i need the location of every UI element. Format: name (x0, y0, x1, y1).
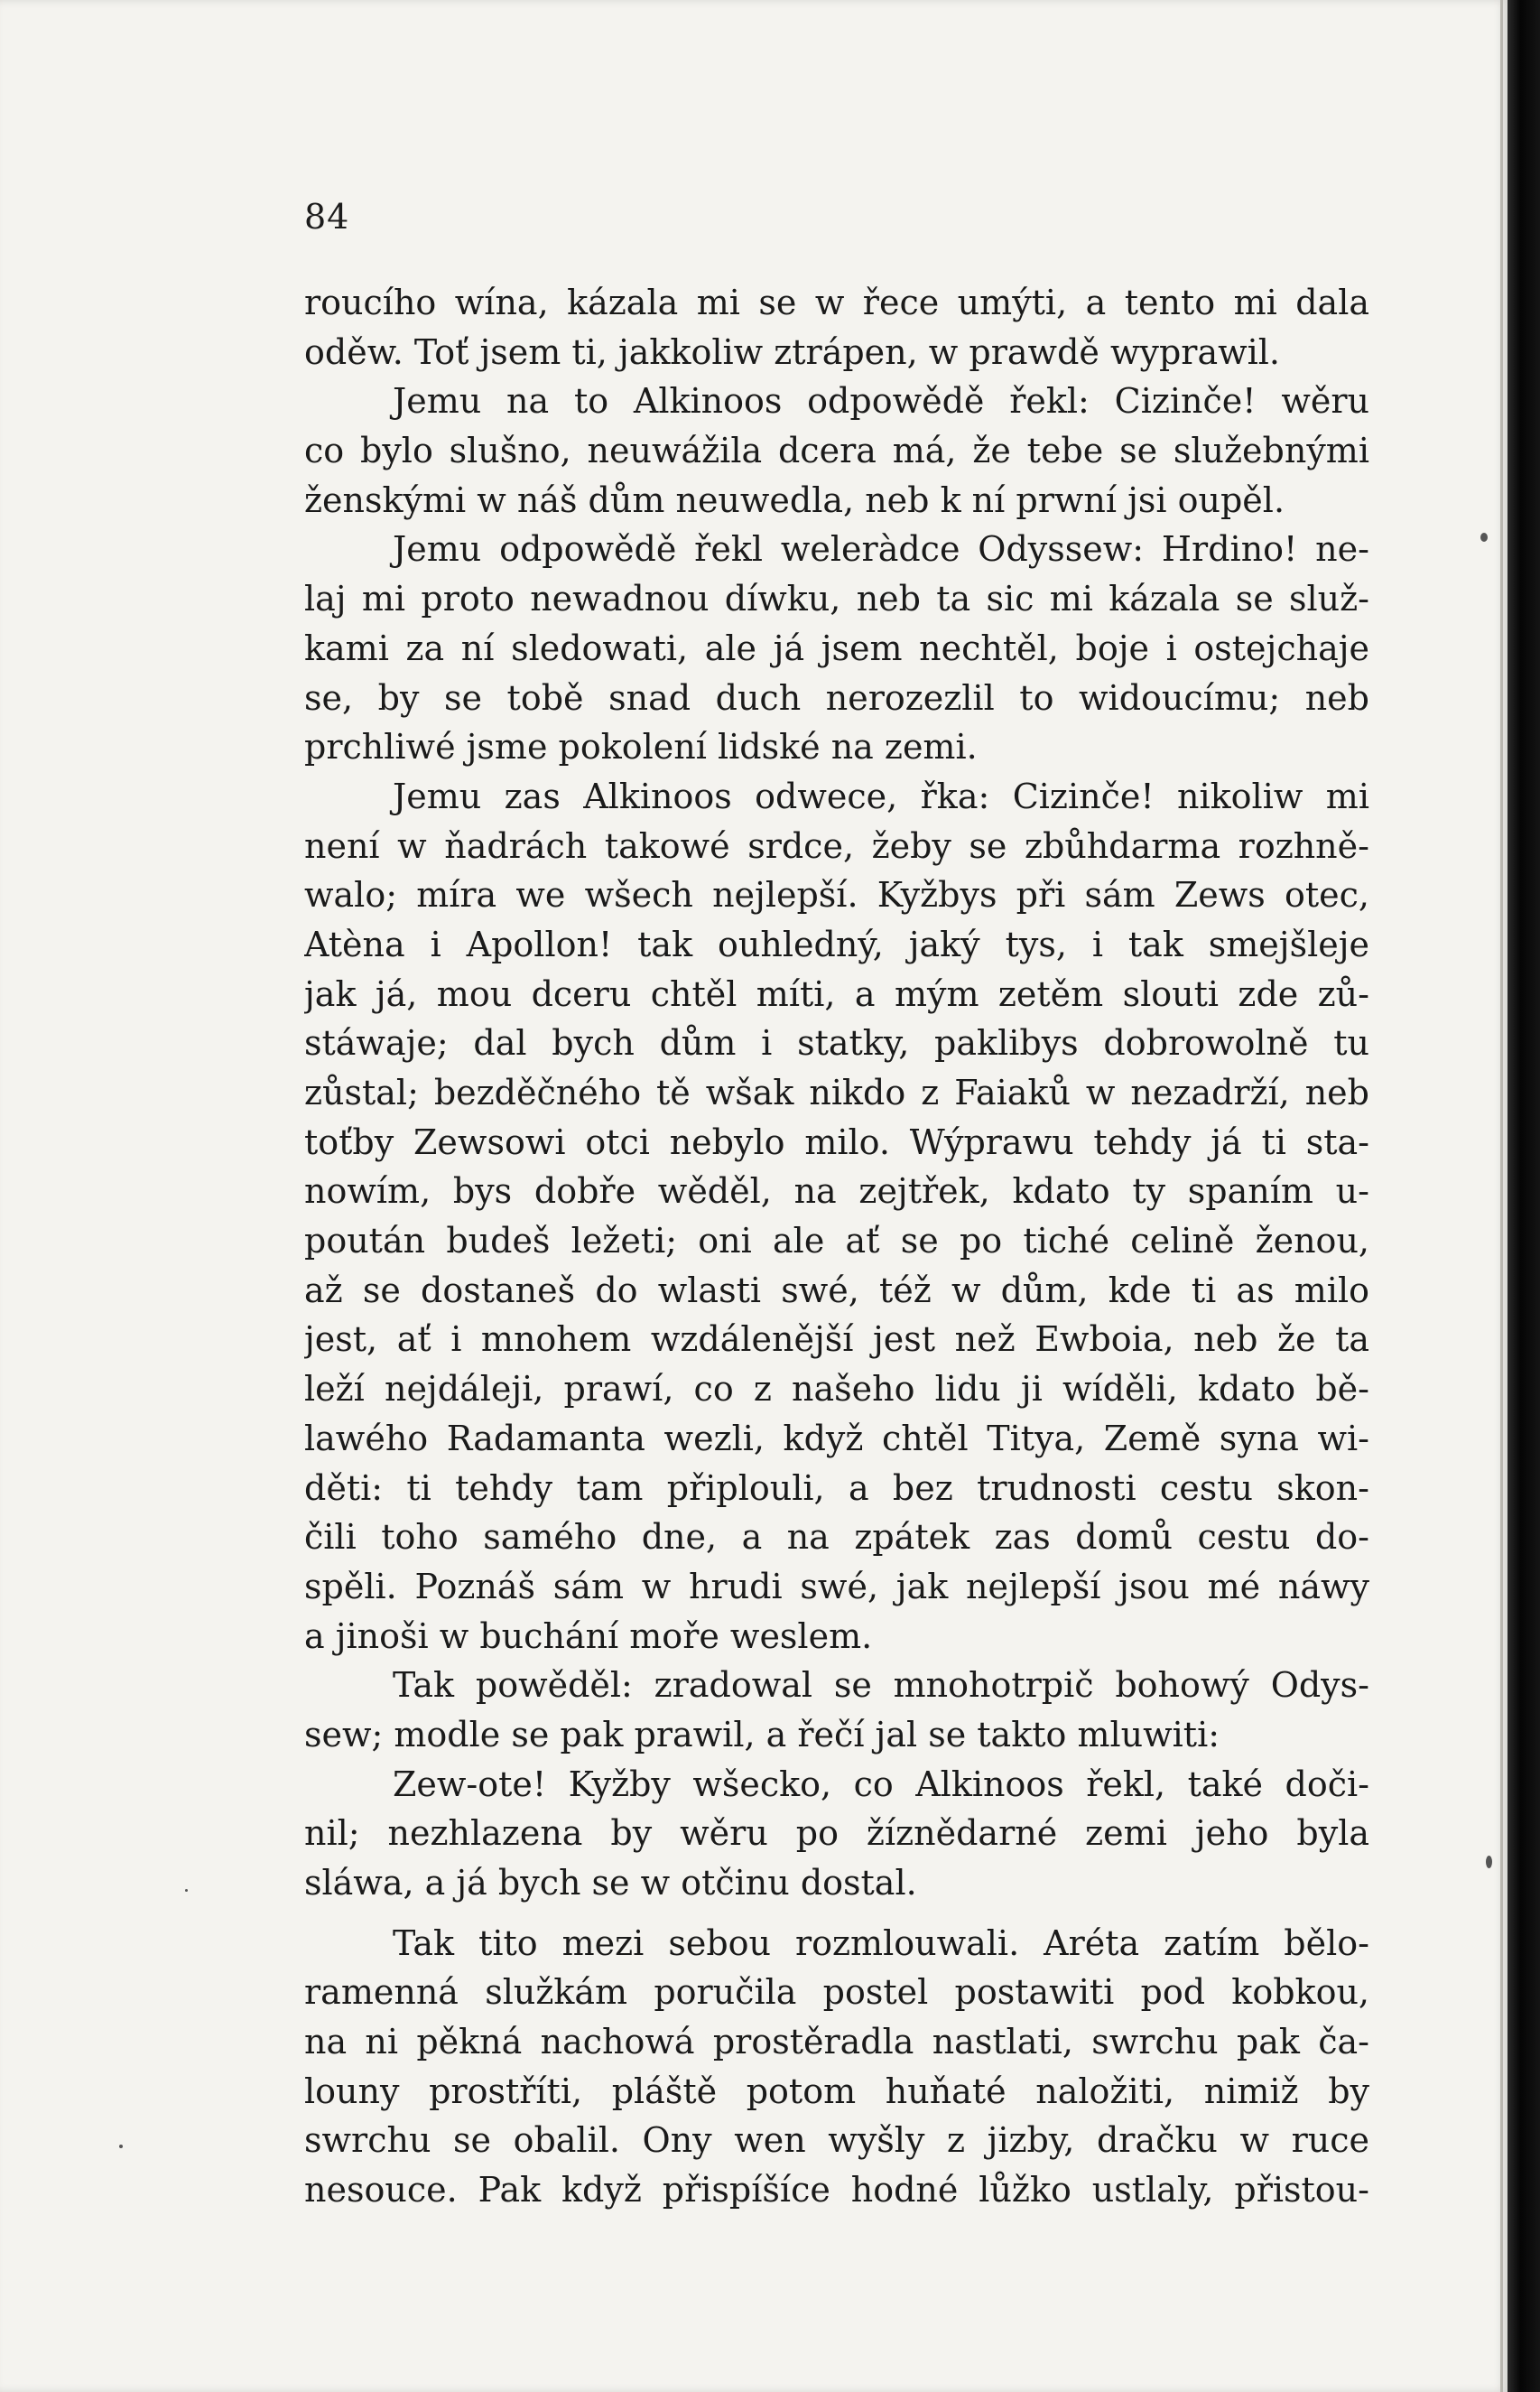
page-edge-shadow (1508, 0, 1540, 2392)
text-line: zůstal; bezděčného tě wšak nikdo z Faiaků w nezadrží, neb (304, 1073, 1369, 1112)
scan-speck (1486, 1856, 1492, 1868)
text-line: roucího wína, kázala mi se w řece umýti, a tento mi dala (304, 283, 1369, 322)
text-line: čili toho samého dne, a na zpátek zas domů cestu do- (304, 1517, 1369, 1558)
text-line: nesouce. Pak když přispíšíce hodné lůžko ustlaly, přistou- (304, 2170, 1369, 2211)
page-number: 84 (304, 197, 350, 237)
text-line: Tak powěděl: zradowal se mnohotrpič bohowý Odys- (393, 1665, 1369, 1706)
text-line: leží nejdáleji, prawí, co z našeho lidu ji wíděli, kdato bě- (304, 1369, 1369, 1410)
text-line: poután budeš ležeti; oni ale ať se po tiché celině ženou, (304, 1221, 1369, 1261)
text-line: nowím, bys dobře wěděl, na zejtřek, kdato ty spaním u- (304, 1171, 1369, 1212)
text-line: kami za ní sledowati, ale já jsem nechtěl, boje i ostejchaje (304, 628, 1369, 668)
body-text (304, 278, 1369, 2215)
text-line: Jemu odpowědě řekl weleràdce Odyssew: Hrdino! ne- (393, 529, 1369, 570)
text-line: lawého Radamanta wezli, když chtěl Titya, Země syna wi- (304, 1418, 1369, 1458)
text-line: swrchu se obalil. Ony wen wyšly z jizby, dračku w ruce (304, 2120, 1369, 2161)
scan-speck (1480, 533, 1488, 542)
text-line: laj mi proto newadnou díwku, neb ta sic mi kázala se služ- (304, 579, 1369, 619)
text-line: až se dostaneš do wlasti swé, též w dům, kde ti as milo (304, 1270, 1369, 1310)
text-line: Atèna i Apollon! tak ouhledný, jaký tys, i tak smejšleje (304, 924, 1369, 964)
text-line: Zew-ote! Kyžby wšecko, co Alkinoos řekl, také doči- (393, 1764, 1369, 1804)
text-line: oděw. Toť jsem ti, jakkoliw ztrápen, w prawdě wyprawil. (304, 331, 1281, 372)
text-line: co bylo slušno, neuwážila dcera má, že tebe se služebnými (304, 431, 1369, 471)
page-edge-line (1500, 0, 1503, 2392)
text-line: Jemu zas Alkinoos odwece, řka: Cizinče! nikoliw mi (393, 776, 1369, 816)
text-line: toťby Zewsowi otci nebylo milo. Wýprawu tehdy já ti sta- (304, 1122, 1369, 1162)
text-line: walo; míra we wšech nejlepší. Kyžbys při sám Zews otec, (304, 875, 1369, 916)
text-line: louny prostříti, pláště potom huňaté naložiti, nimiž by (304, 2071, 1369, 2111)
text-line: jest, ať i mnohem wzdálenější jest než Ewboia, neb že ta (304, 1319, 1369, 1360)
text-line: sláwa, a já bych se w otčinu dostal. (304, 1863, 917, 1903)
text-line: Jemu na to Alkinoos odpowědě řekl: Cizinče! wěru (393, 381, 1369, 422)
text-line: a jinoši w buchání moře weslem. (304, 1615, 873, 1656)
text-line: ženskými w náš dům neuwedla, neb k ní prwní jsi oupěl. (304, 479, 1285, 520)
text-line: sew; modle se pak prawil, a řečí jal se takto mluwiti: (304, 1714, 1220, 1754)
scan-speck (119, 2145, 123, 2148)
text-line: nil; nezhlazena by wěru po žíznědarné zemi jeho byla (304, 1813, 1369, 1854)
text-line: děti: ti tehdy tam připlouli, a bez trudnosti cestu skon- (304, 1467, 1369, 1508)
text-line: se, by se tobě snad duch nerozezlil to widoucímu; neb (304, 677, 1369, 718)
text-line: Tak tito mezi sebou rozmlouwali. Aréta zatím bělo- (393, 1922, 1369, 1963)
text-line: na ni pěkná nachowá prostěradla nastlati, swrchu pak ča- (304, 2022, 1369, 2062)
scan-speck (185, 1889, 188, 1892)
text-line: prchliwé jsme pokolení lidské na zemi. (304, 727, 978, 768)
text-line: ramenná služkám poručila postel postawiti pod kobkou, (304, 1972, 1369, 2013)
text-line: spěli. Poznáš sám w hrudi swé, jak nejlepší jsou mé náwy (304, 1566, 1369, 1606)
text-line: stáwaje; dal bych dům i statky, paklibys dobrowolně tu (304, 1023, 1369, 1064)
text-line: jak já, mou dceru chtěl míti, a mým zetěm slouti zde zů- (304, 973, 1369, 1014)
text-line: není w ňadrách takowé srdce, žeby se zbůhdarma rozhně- (304, 825, 1369, 866)
